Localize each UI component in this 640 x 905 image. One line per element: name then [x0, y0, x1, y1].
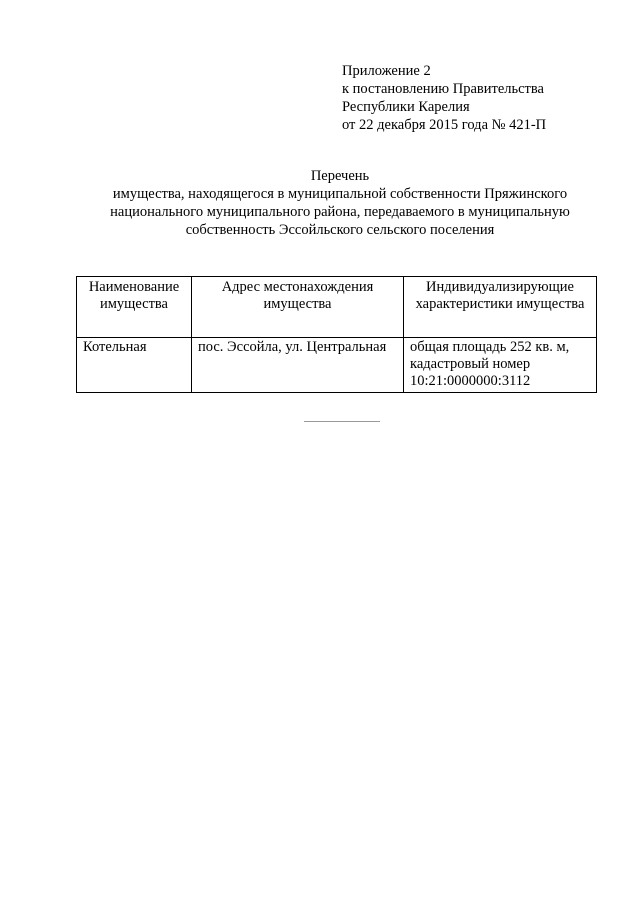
end-divider	[304, 421, 380, 422]
table-row	[77, 338, 597, 393]
header-characteristics: Индивидуализирующие характеристики имущества	[404, 277, 597, 338]
title-line-1: имущества, находящегося в муниципальной собственности Пряжинского	[112, 186, 568, 202]
appendix-republic: Республики Карелия	[342, 99, 470, 115]
appendix-block	[342, 62, 632, 134]
title-line-2: национального муниципального района, передаваемого в муниципальную	[110, 204, 570, 220]
appendix-resolution: к постановлению Правительства	[342, 81, 544, 97]
header-address: Адрес местонахождения имущества	[192, 277, 404, 338]
cell-name: Котельная	[77, 338, 192, 393]
table-header-row	[77, 277, 597, 338]
appendix-number: Приложение 2	[342, 63, 431, 79]
title-line-3: собственность Эссойльского сельского поселения	[185, 222, 495, 238]
header-name: Наименование имущества	[77, 277, 192, 338]
property-table	[76, 276, 597, 393]
cell-characteristics: общая площадь 252 кв. м, кадастровый номер 10:21:0000000:3112	[404, 338, 597, 393]
document-title	[60, 167, 620, 239]
cell-address: пос. Эссойла, ул. Центральная	[192, 338, 404, 393]
title-heading: Перечень	[310, 168, 370, 184]
appendix-date: от 22 декабря 2015 года № 421-П	[342, 117, 547, 133]
